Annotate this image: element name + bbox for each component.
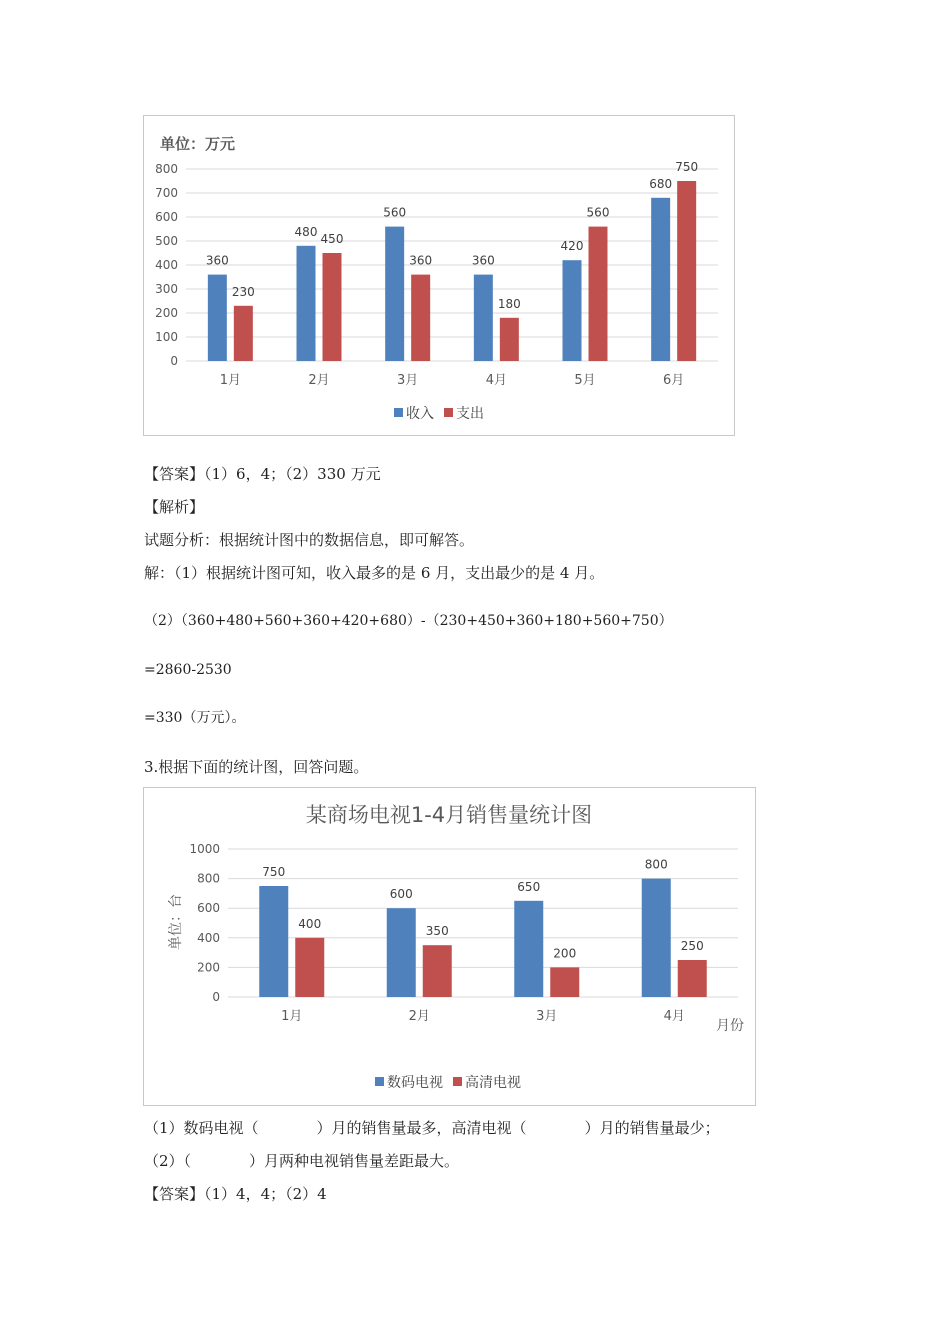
y-tick-label: 300 (155, 282, 178, 296)
y-tick-label: 0 (212, 990, 220, 1004)
x-category-label: 2月 (408, 1009, 430, 1024)
bar-data-label: 420 (560, 239, 584, 254)
answer-1: 【答案】（1）6，4；（2）330 万元 (144, 465, 381, 483)
y-tick-label: 800 (155, 162, 178, 176)
q2-text-b: ）月两种电视销售量差距最大。 (249, 1152, 460, 1170)
y-tick-label: 1000 (189, 842, 220, 856)
y-tick-label: 200 (155, 306, 178, 320)
bar-data-label: 360 (409, 253, 433, 268)
series-2-bar (678, 960, 707, 997)
bar-data-label: 480 (294, 224, 318, 239)
bar-data-label: 350 (425, 924, 449, 939)
y-tick-label: 600 (197, 901, 220, 916)
q1-text-c: ）月的销售量最少； (584, 1119, 720, 1137)
bar-data-label: 560 (383, 205, 407, 220)
bar-data-label: 600 (389, 887, 413, 902)
x-category-label: 3月 (397, 373, 419, 388)
y-tick-label: 800 (197, 871, 220, 886)
q1-text-b: ）月的销售量最多，高清电视（ (316, 1119, 527, 1137)
legend-label: 数码电视 (387, 1075, 443, 1091)
series-2-bar (677, 181, 696, 361)
solution-line-1: 解：（1）根据统计图可知，收入最多的是 6 月，支出最少的是 4 月。 (144, 564, 605, 582)
analysis-text: 试题分析：根据统计图中的数据信息，即可解答。 (144, 531, 475, 549)
y-tick-label: 400 (197, 930, 220, 945)
income-expense-chart (143, 115, 735, 436)
bar-data-label: 560 (586, 205, 610, 220)
legend-swatch (375, 1077, 384, 1086)
series-2-bar (423, 945, 452, 997)
series-1-bar (385, 227, 404, 361)
y-tick-label: 700 (155, 186, 178, 200)
y-tick-label: 500 (155, 234, 178, 248)
q2-text-a: （2）（ (144, 1152, 192, 1170)
series-2-bar (234, 306, 253, 361)
series-1-bar (642, 879, 671, 997)
solution-line-2: （2）（360+480+560+360+420+680）-（230+450+360+180+560+750） (144, 613, 673, 629)
bar-data-label: 360 (471, 253, 495, 268)
x-axis-label: 月份 (716, 1018, 744, 1034)
bar-data-label: 180 (497, 296, 521, 311)
series-1-bar (208, 275, 227, 361)
legend-label: 收入 (406, 406, 434, 422)
legend-label: 高清电视 (465, 1075, 521, 1091)
bar-data-label: 650 (517, 879, 541, 894)
q1-text-a: （1）数码电视（ (144, 1119, 259, 1137)
y-tick-label: 0 (170, 354, 178, 368)
series-2-bar (323, 253, 342, 361)
series-1-bar (387, 908, 416, 997)
legend-swatch (453, 1077, 462, 1086)
bar-data-label: 450 (320, 232, 344, 246)
y-tick-label: 400 (155, 258, 178, 272)
x-category-label: 3月 (536, 1009, 558, 1024)
y-tick-label: 200 (197, 960, 220, 975)
bar-data-label: 400 (298, 916, 322, 931)
tv-sales-chart (143, 787, 756, 1106)
x-category-label: 5月 (574, 373, 596, 388)
x-category-label: 4月 (485, 373, 507, 388)
answer-2: 【答案】（1）4，4；（2）4 (144, 1185, 327, 1203)
series-2-bar (500, 318, 519, 361)
series-2-bar (411, 275, 430, 361)
y-axis-label: 单位：台 (168, 894, 184, 950)
bar-data-label: 680 (649, 176, 673, 191)
bar-data-label: 360 (205, 253, 229, 268)
series-1-bar (474, 275, 493, 361)
series-2-bar (589, 227, 608, 361)
income-expense-chart-svg (144, 116, 734, 435)
legend-label: 支出 (456, 406, 484, 422)
x-category-label: 6月 (663, 373, 685, 388)
question-3-part-2 (144, 1151, 459, 1171)
bar-data-label: 250 (680, 939, 704, 953)
series-1-bar (514, 901, 543, 997)
tv-sales-chart-svg (144, 788, 755, 1105)
legend-swatch (394, 408, 403, 417)
series-1-bar (259, 886, 288, 997)
x-category-label: 4月 (663, 1009, 685, 1024)
x-category-label: 2月 (308, 373, 330, 388)
bar-data-label: 750 (675, 160, 699, 174)
bar-data-label: 800 (644, 857, 668, 872)
chart1-unit-label: 单位：万元 (160, 135, 236, 153)
series-1-bar (651, 198, 670, 361)
x-category-label: 1月 (219, 373, 241, 388)
solution-line-3: =2860-2530 (144, 662, 232, 678)
bar-data-label: 750 (262, 865, 286, 879)
chart-title: 某商场电视1-4月销售量统计图 (305, 803, 593, 827)
solution-line-4: =330（万元）。 (144, 710, 246, 726)
bar-data-label: 200 (553, 946, 577, 961)
question-3-part-1 (144, 1118, 720, 1138)
series-2-bar (295, 938, 324, 997)
bar-data-label: 230 (231, 284, 255, 299)
x-category-label: 1月 (281, 1009, 303, 1024)
legend-swatch (444, 408, 453, 417)
series-1-bar (297, 246, 316, 361)
series-1-bar (563, 260, 582, 361)
y-tick-label: 600 (155, 210, 178, 224)
question-3: 3.根据下面的统计图，回答问题。 (144, 758, 369, 776)
analysis-label: 【解析】 (144, 498, 205, 516)
y-tick-label: 100 (155, 330, 178, 344)
series-2-bar (550, 967, 579, 997)
